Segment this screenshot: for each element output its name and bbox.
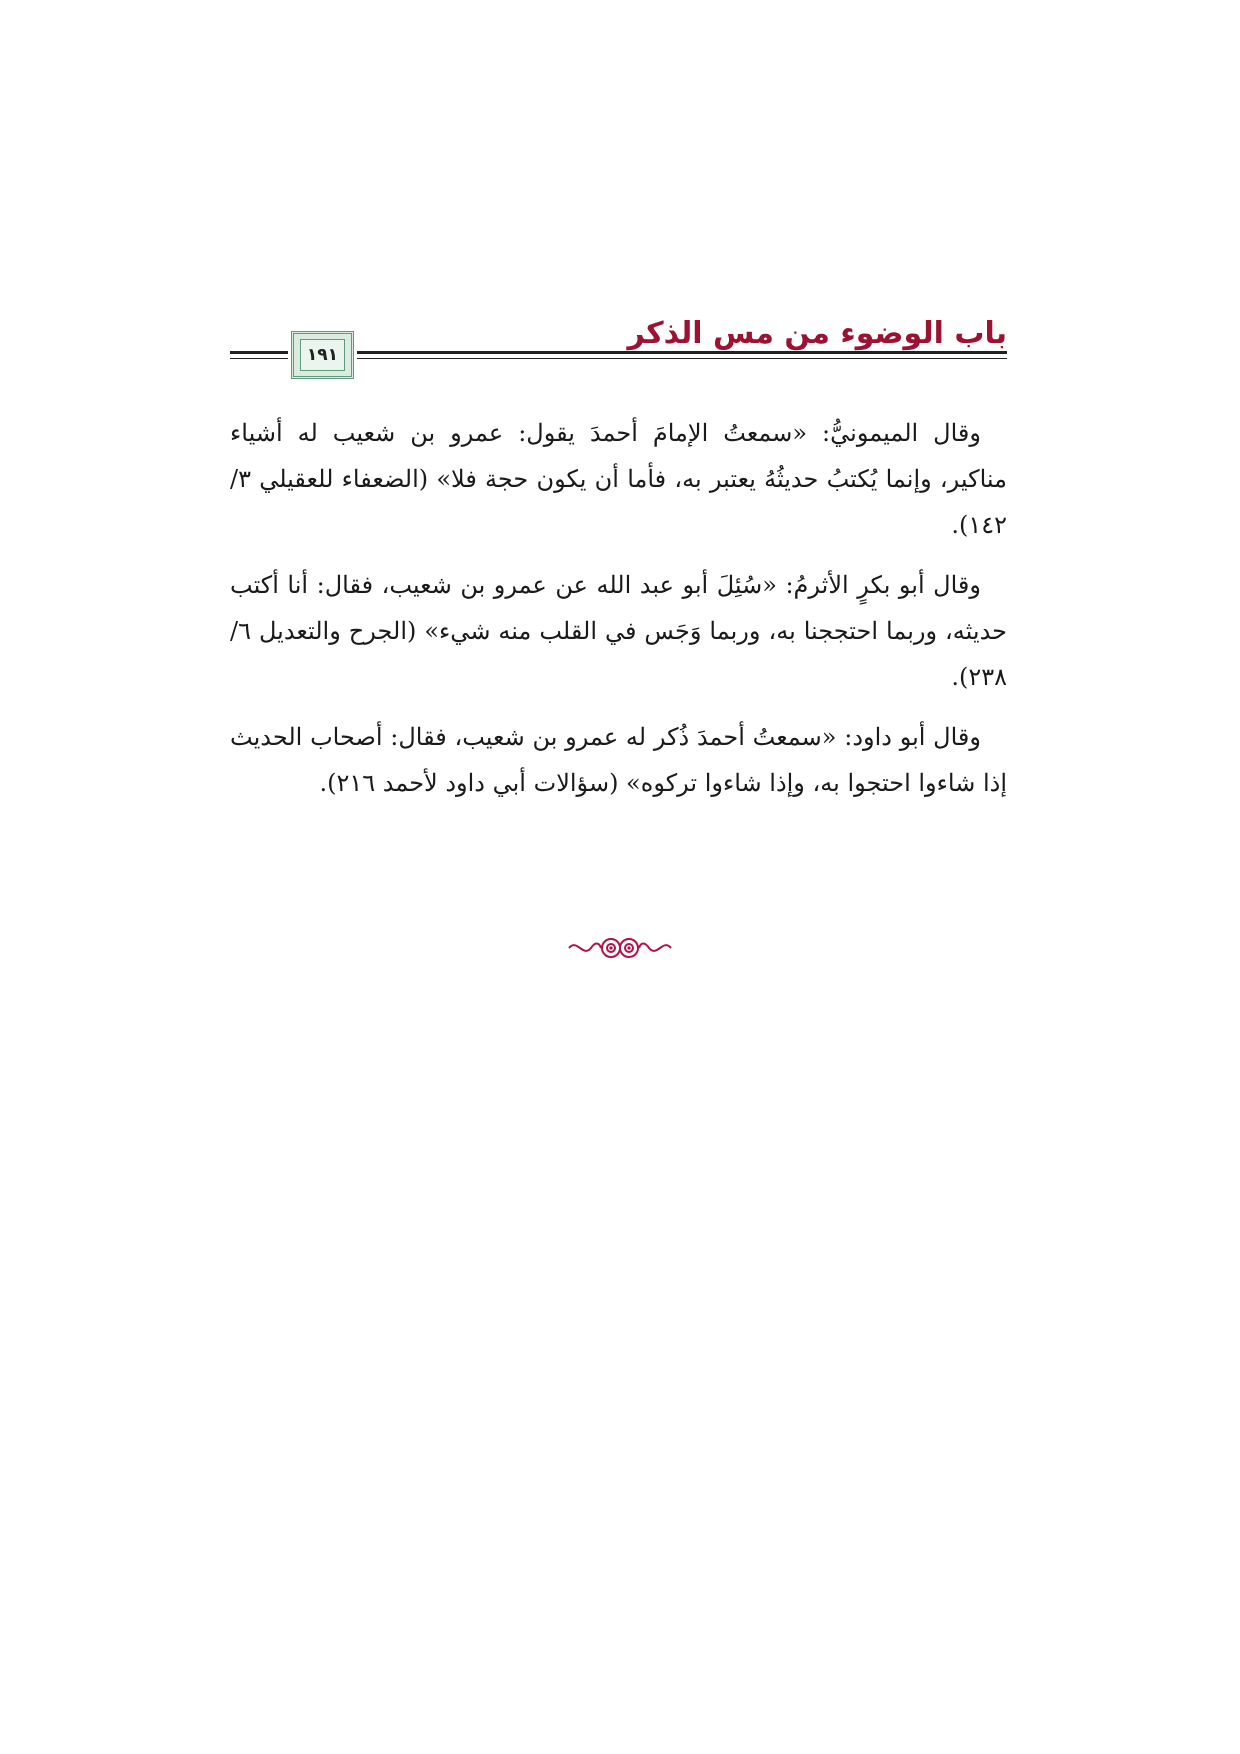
paragraph-athram: وقال أبو بكرٍ الأثرمُ: «سُئِلَ أبو عبد الله عن عمرو بن شعيب، فقال: أنا أكتب حديثه، وربما احتججنا به، وربما وَجَس في القلب منه شيء» (الجرح والتعديل ٦/ ٢٣٨). — [230, 571, 1007, 691]
header-rule-right-bottom — [357, 358, 1007, 359]
main-text — [230, 410, 1007, 820]
paragraph-maymuni: وقال الميمونيُّ: «سمعتُ الإمامَ أحمدَ يقول: عمرو بن شعيب له أشياء مناكير، وإنما يُكتبُ حديثُهُ يعتبر به، فأما أن يكون حجة فلا» (الضعفاء للعقيلي ٣/ ١٤٢). — [230, 419, 1007, 539]
section-end-ornament-icon — [565, 930, 675, 966]
header-rule-left-bottom — [230, 358, 288, 359]
header-rule-right-top — [357, 351, 1007, 354]
paragraph-abu-dawud: وقال أبو داود: «سمعتُ أحمدَ ذُكر له عمرو بن شعيب، فقال: أصحاب الحديث إذا شاءوا احتجوا به، وإذا شاءوا تركوه» (سؤالات أبي داود لأحمد ٢١٦). — [230, 723, 1007, 797]
page-number: ١٩١ — [300, 339, 345, 371]
page-number-badge — [291, 331, 354, 379]
header-rule-left-top — [230, 351, 288, 354]
page-header — [0, 300, 1240, 400]
chapter-title: باب الوضوء من مس الذكر — [627, 316, 1007, 351]
